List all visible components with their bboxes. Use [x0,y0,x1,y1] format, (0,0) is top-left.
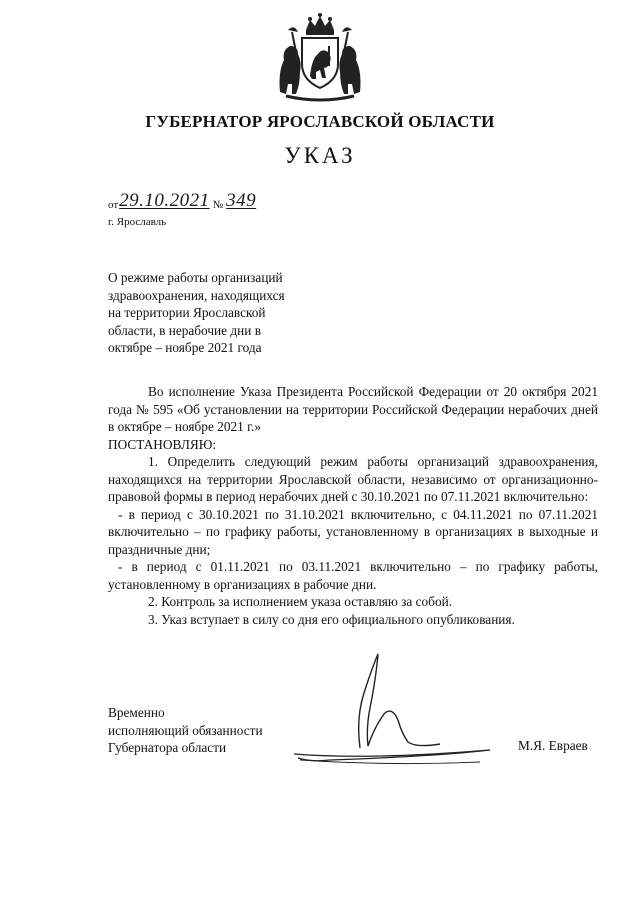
clause-1-item-b: - в период с 01.11.2021 по 03.11.2021 включительно – по графику работы, установленному в организациях в рабочие дни. [108,559,598,592]
number-prefix: № [212,199,224,211]
preamble-paragraph: Во исполнение Указа Президента Российской Федерации от 20 октября 2021 года № 595 «Об установлении на территории Российской Федерации нерабочих дней в октябре – ноябре 2021 г.» [108,384,598,434]
city: г. Ярославль [108,216,167,228]
signatory-name: М.Я. Евраев [518,738,588,753]
subject-line: здравоохранения, находящихся [108,287,285,303]
subject-line: октябре – ноябре 2021 года [108,340,262,355]
decree-body [108,383,598,628]
subject-line: О режиме работы организаций [108,270,283,285]
signature-icon [290,648,500,768]
position-line: исполняющий обязанности [108,722,263,738]
position-line: Губернатора области [108,740,227,755]
coat-of-arms-icon [272,12,368,104]
subject-line: области, в нерабочие дни в [108,322,261,338]
date-prefix: от [108,199,119,211]
document-type: УКАЗ [284,143,356,168]
clause-3: 3. Указ вступает в силу со дня его официального опубликования. [148,611,515,627]
clause-2: 2. Контроль за исполнением указа оставляю за собой. [148,594,453,609]
decree-reference [108,190,256,212]
clause-1-item-a: - в период с 30.10.2021 по 31.10.2021 включительно, с 04.11.2021 по 07.11.2021 включительно – по графику работы, установленному в организациях в выходные и праздничные дни; [108,506,598,557]
authority-title: ГУБЕРНАТОР ЯРОСЛАВСКОЙ ОБЛАСТИ [145,112,495,131]
subject-line: на территории Ярославской [108,305,266,320]
decree-number: 349 [226,190,257,211]
decree-date: 29.10.2021 [119,190,210,211]
position-line: Временно [108,705,165,720]
signatory-position [108,704,263,757]
resolution-heading: ПОСТАНОВЛЯЮ: [108,436,217,452]
clause-1: 1. Определить следующий режим работы организаций здравоохранения, находящихся на территории Ярославской области, независимо от организационно-правовой формы в период нерабочих дней с 30.10.2021 по 07.11.2021 включительно: [108,454,598,504]
decree-subject [108,269,338,357]
